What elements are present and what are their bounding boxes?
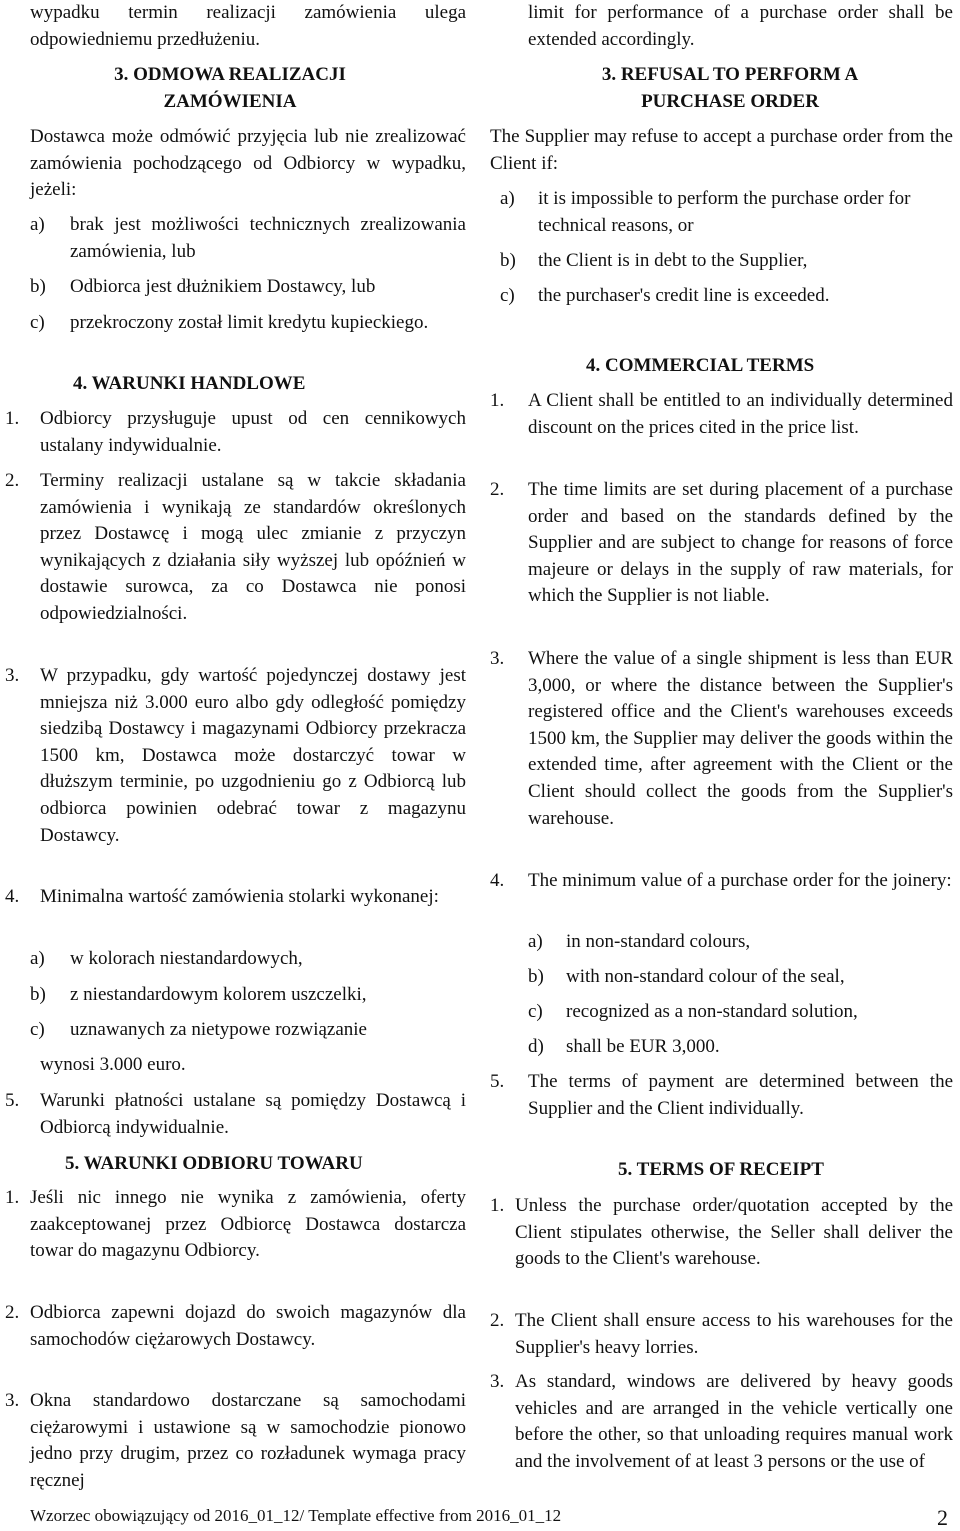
section-4-item-1: 1. A Client shall be entitled to an individually determined discount on the prices cited in the price list. [490, 388, 953, 441]
section-5-item-2-text: The Client shall ensure access to his warehouses for the Supplier's heavy lorries. [515, 1310, 953, 1358]
section-4-item-4c: c) recognized as a non-standard solution, [528, 999, 953, 1026]
section-3-item-a: a) brak jest możliwości technicznych zrealizowania zamówienia, lub [30, 212, 466, 265]
section-4-heading: 4. WARUNKI HANDLOWE [73, 373, 306, 394]
section-3-item-c-text: the purchaser's credit line is exceeded. [538, 285, 830, 306]
section-4-item-2: 2. The time limits are set during placement of a purchase order and based on the standards defined by the Supplier and are subject to change for reasons of force majeure or delays in the supply of raw materials, for which the Supplier is not liable. [490, 477, 953, 610]
section-4-heading: 4. COMMERCIAL TERMS [586, 355, 815, 376]
section-4-item-1: 1. Odbiorcy przysługuje upust od cen cennikowych ustalany indywidualnie. [5, 406, 466, 459]
section-3-item-c: c) przekroczony został limit kredytu kupieckiego. [30, 310, 466, 337]
section-5-heading: 5. WARUNKI ODBIORU TOWARU [65, 1153, 363, 1174]
section-4-item-4a: a) in non-standard colours, [528, 929, 953, 956]
section-4-item-1-text: A Client shall be entitled to an individually determined discount on the prices cited in the price list. [528, 390, 953, 438]
section-3-item-a-text: it is impossible to perform the purchase order for technical reasons, or [538, 188, 911, 236]
section-4-item-4a-text: w kolorach niestandardowych, [70, 948, 303, 969]
section-3-heading: 3. REFUSAL TO PERFORM A PURCHASE ORDER [601, 64, 859, 112]
section-4-item-5-text: Warunki płatności ustalane są pomiędzy Dostawcą i Odbiorcą indywidualnie. [40, 1090, 466, 1138]
section-5-item-2: 2. Odbiorca zapewni dojazd do swoich magazynów dla samochodów ciężarowych Dostawcy. [5, 1300, 466, 1353]
section-4-item-4a-text: in non-standard colours, [566, 931, 751, 952]
section-3-item-c: c) the purchaser's credit line is exceeded. [500, 283, 953, 310]
section-4-item-5: 5. Warunki płatności ustalane są pomiędzy Dostawcą i Odbiorcą indywidualnie. [5, 1088, 466, 1141]
continuation-text: limit for performance of a purchase order shall be extended accordingly. [528, 2, 953, 50]
section-5-item-2: 2. The Client shall ensure access to his warehouses for the Supplier's heavy lorries. [490, 1308, 953, 1361]
continuation-text: wypadku termin realizacji zamówienia ulega odpowiedniemu przedłużeniu. [30, 2, 466, 50]
section-5-item-1: 1. Jeśli nic innego nie wynika z zamówienia, oferty zaakceptowanej przez Odbiorcę Dostawca dostarcza towar do magazynu Odbiorcy. [5, 1185, 466, 1265]
section-4-item-5-text: The terms of payment are determined between the Supplier and the Client individually. [528, 1071, 953, 1119]
section-3-item-b-text: the Client is in debt to the Supplier, [538, 250, 808, 271]
section-4-item-3-text: Where the value of a single shipment is less than EUR 3,000, or where the distance between the Supplier's registered office and the Client's warehouses exceeds 1500 km, the Supplier may deliver the goods within the extended time, after agreement with the Client or the Client should collect the goods from the Supplier's warehouse. [528, 648, 953, 829]
section-4-item-4b-text: z niestandardowym kolorem uszczelki, [70, 984, 367, 1005]
section-5-item-3-text: As standard, windows are delivered by heavy goods vehicles and are arranged in the vehicle vertically one before the other, so that unloading requires manual work and the involvement of at least 3 persons or the use of [515, 1371, 953, 1472]
section-4-item-1-text: Odbiorcy przysługuje upust od cen cennikowych ustalany indywidualnie. [40, 408, 466, 456]
section-5-item-1-text: Unless the purchase order/quotation accepted by the Client stipulates otherwise, the Seller shall deliver the goods to the Client's warehouse. [515, 1195, 953, 1270]
section-4-item-5: 5. The terms of payment are determined between the Supplier and the Client individually. [490, 1069, 953, 1122]
section-4-item-4-total: wynosi 3.000 euro. [40, 1054, 186, 1075]
section-4-item-4d: d) shall be EUR 3,000. [528, 1034, 953, 1061]
section-3-item-a: a) it is impossible to perform the purchase order for technical reasons, or [500, 186, 953, 239]
section-4-item-4c-text: uznawanych za nietypowe rozwiązanie [70, 1019, 367, 1040]
section-4-item-4d-text: shall be EUR 3,000. [566, 1036, 720, 1057]
section-4-item-4b-text: with non-standard colour of the seal, [566, 966, 845, 987]
section-4-item-4: 4. The minimum value of a purchase order for the joinery: [490, 868, 953, 895]
section-4-item-4-text: The minimum value of a purchase order for the joinery: [528, 870, 952, 891]
section-3-heading: 3. ODMOWA REALIZACJI ZAMÓWIENIA [114, 64, 346, 112]
section-3-item-b: b) Odbiorca jest dłużnikiem Dostawcy, lub [30, 274, 466, 301]
section-5-item-1: 1. Unless the purchase order/quotation accepted by the Client stipulates otherwise, the Seller shall deliver the goods to the Client's warehouse. [490, 1193, 953, 1273]
section-4-item-2-text: The time limits are set during placement of a purchase order and based on the standards defined by the Supplier and are subject to change for reasons of force majeure or delays in the supply of raw materials, for which the Supplier is not liable. [528, 479, 953, 607]
section-3-item-a-text: brak jest możliwości technicznych zrealizowania zamówienia, lub [70, 214, 466, 262]
section-4-item-4: 4. Minimalna wartość zamówienia stolarki wykonanej: [5, 884, 466, 911]
section-4-item-2: 2. Terminy realizacji ustalane są w takcie składania zamówienia i wynikają ze standardów określonych przez Dostawcę i mogą ulec zmianie z przyczyn wynikających z działania siły wyższej lub opóźnień w dostawie surowca, za co Dostawca nie ponosi odpowiedzialności. [5, 468, 466, 628]
section-5-item-3: 3. As standard, windows are delivered by heavy goods vehicles and are arranged in the vehicle vertically one before the other, so that unloading requires manual work and the involvement of at least 3 persons or the use of [490, 1369, 953, 1475]
section-4-item-4a: a) w kolorach niestandardowych, [30, 946, 466, 973]
page-footer: Wzorzec obowiązujący od 2016_01_12/ Template effective from 2016_01_12 [30, 1506, 562, 1525]
section-5-item-2-text: Odbiorca zapewni dojazd do swoich magazynów dla samochodów ciężarowych Dostawcy. [30, 1302, 466, 1350]
section-4-item-4c-text: recognized as a non-standard solution, [566, 1001, 858, 1022]
section-5-item-1-text: Jeśli nic innego nie wynika z zamówienia, oferty zaakceptowanej przez Odbiorcę Dostawca dostarcza towar do magazynu Odbiorcy. [30, 1187, 466, 1262]
section-3-item-b: b) the Client is in debt to the Supplier, [500, 248, 953, 275]
section-4-item-4c: c) uznawanych za nietypowe rozwiązanie [30, 1017, 466, 1044]
section-4-item-3: 3. W przypadku, gdy wartość pojedynczej dostawy jest mniejsza niż 3.000 euro albo gdy odległość pomiędzy siedzibą Dostawcy i magazynami Odbiorcy przekracza 1500 km, Dostawca może dostarczyć towar w dłuższym terminie, po uzgodnieniu go z Odbiorcą lub odbiorca powinien odebrać towar z magazynu Dostawcy. [5, 663, 466, 849]
section-5-item-3-text: Okna standardowo dostarczane są samochodami ciężarowymi i ustawione są w samochodzie pionowo jedno przy drugim, przez co rozładunek wymaga pracy ręcznej [30, 1390, 466, 1491]
section-3-intro: The Supplier may refuse to accept a purchase order from the Client if: [490, 126, 953, 174]
section-3-item-c-text: przekroczony został limit kredytu kupieckiego. [70, 312, 429, 333]
page-number: 2 [937, 1505, 948, 1530]
section-4-item-4b: b) with non-standard colour of the seal, [528, 964, 953, 991]
section-4-item-4b: b) z niestandardowym kolorem uszczelki, [30, 982, 466, 1009]
section-4-item-4-text: Minimalna wartość zamówienia stolarki wykonanej: [40, 886, 439, 907]
section-4-item-2-text: Terminy realizacji ustalane są w takcie składania zamówienia i wynikają ze standardów określonych przez Dostawcę i mogą ulec zmianie z przyczyn wynikających z działania siły wyższej lub opóźnień w dostawie surowca, za co Dostawca nie ponosi odpowiedzialności. [40, 470, 466, 624]
section-3-intro: Dostawca może odmówić przyjęcia lub nie zrealizować zamówienia pochodzącego od Odbiorcy w wypadku, jeżeli: [30, 126, 466, 201]
section-3-item-b-text: Odbiorca jest dłużnikiem Dostawcy, lub [70, 276, 376, 297]
section-5-item-3: 3. Okna standardowo dostarczane są samochodami ciężarowymi i ustawione są w samochodzie pionowo jedno przy drugim, przez co rozładunek wymaga pracy ręcznej [5, 1388, 466, 1494]
section-4-item-3-text: W przypadku, gdy wartość pojedynczej dostawy jest mniejsza niż 3.000 euro albo gdy odległość pomiędzy siedzibą Dostawcy i magazynami Odbiorcy przekracza 1500 km, Dostawca może dostarczyć towar w dłuższym terminie, po uzgodnieniu go z Odbiorcą lub odbiorca powinien odebrać towar z magazynu Dostawcy. [40, 665, 466, 846]
section-5-heading: 5. TERMS OF RECEIPT [618, 1159, 824, 1180]
section-4-item-3: 3. Where the value of a single shipment is less than EUR 3,000, or where the distance between the Supplier's registered office and the Client's warehouses exceeds 1500 km, the Supplier may deliver the goods within the extended time, after agreement with the Client or the Client should collect the goods from the Supplier's warehouse. [490, 646, 953, 832]
